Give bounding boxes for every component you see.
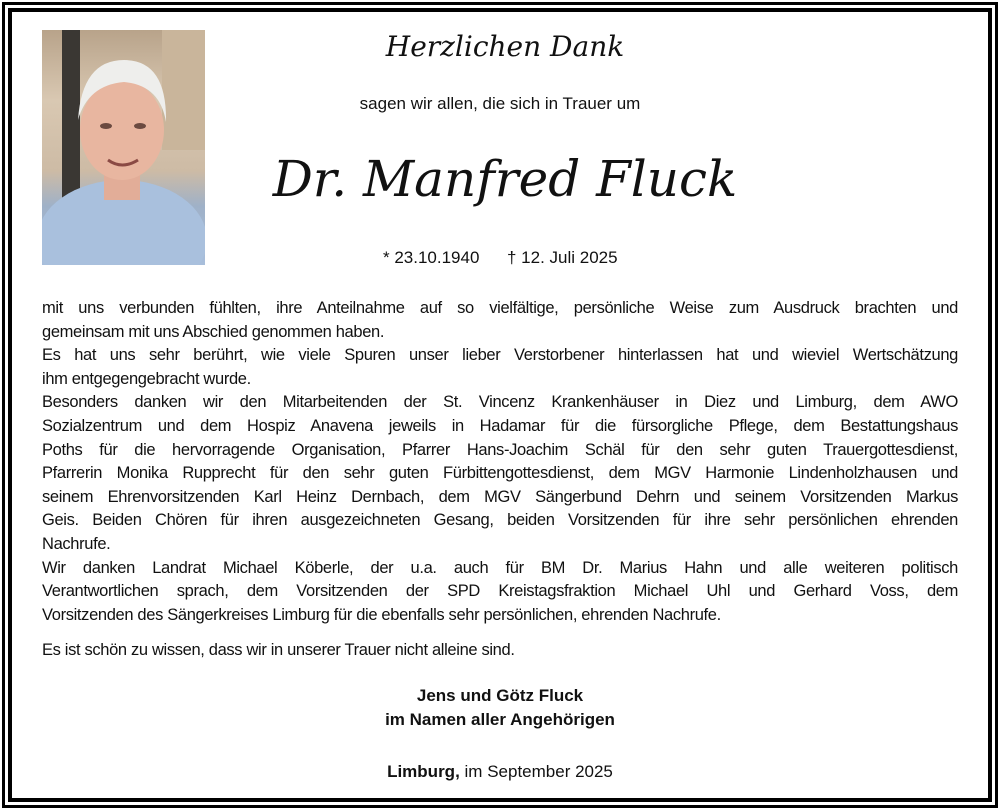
deceased-name: Dr. Manfred Fluck	[272, 150, 738, 208]
date: im September 2025	[464, 762, 613, 781]
text-line: Pfarrerin Monika Rupprecht für den sehr guten Fürbittengottesdienst, dem MGV Harmonie Lindenholzhausen und	[42, 464, 958, 483]
text-line: Nachrufe.	[42, 534, 111, 553]
text-line: Es hat uns sehr berührt, wie viele Spuren unser lieber Verstorbener hinterlassen hat und wieviel Wertschätzung	[42, 346, 958, 365]
text-line: Sozialzentrum und dem Hospiz Anavena jeweils in Hadamar für die fürsorgliche Pflege, dem Bestattungshaus	[42, 416, 958, 435]
text-line: Verantwortlichen sprach, dem Vorsitzenden der SPD Kreistagsfraktion Michael Uhl und Gerhard Voss, dem	[42, 582, 958, 601]
paragraph	[42, 557, 958, 628]
signature-family: im Namen aller Angehörigen	[385, 710, 615, 729]
place: Limburg,	[387, 762, 460, 781]
heading-title: Herzlichen Dank	[385, 30, 625, 63]
intro-text: sagen wir allen, die sich in Trauer um	[359, 94, 641, 113]
body-text	[42, 297, 958, 627]
portrait-illustration	[42, 30, 205, 265]
text-line: ihm entgegengebracht wurde.	[42, 369, 251, 388]
place-date	[0, 762, 1000, 782]
portrait-photo	[42, 30, 205, 265]
paragraph	[42, 391, 958, 556]
text-line: Vorsitzenden des Sängerkreises Limburg für die ebenfalls sehr persönlichen, ehrenden Nachrufe.	[42, 605, 721, 624]
signature-names: Jens und Götz Fluck	[416, 686, 584, 705]
text-line: Wir danken Landrat Michael Köberle, der u.a. auch für BM Dr. Marius Hahn und alle weiteren politisch	[42, 558, 958, 577]
birth-date: * 23.10.1940	[383, 248, 480, 267]
text-line: mit uns verbunden fühlten, ihre Anteilnahme auf so vielfältige, persönliche Weise zum Ausdruck brachten und	[42, 299, 958, 317]
paragraph	[42, 344, 958, 391]
closing-sentence: Es ist schön zu wissen, dass wir in unserer Trauer nicht alleine sind.	[42, 641, 515, 659]
text-line: Poths für die hervorragende Organisation, Pfarrer Hans-Joachim Schäl für den sehr guten Trauergottesdienst,	[42, 440, 958, 459]
text-line: gemeinsam mit uns Abschied genommen haben.	[42, 322, 385, 341]
text-line: Besonders danken wir den Mitarbeitenden der St. Vincenz Krankenhäuser in Diez und Limburg, dem AWO	[42, 393, 958, 412]
text-line: Geis. Beiden Chören für ihren ausgezeichneten Gesang, beiden Vorsitzenden für ihre sehr persönlichen ehrenden	[42, 511, 958, 530]
death-date: † 12. Juli 2025	[507, 248, 618, 267]
paragraph	[42, 297, 958, 344]
text-line: seinem Ehrenvorsitzenden Karl Heinz Dernbach, dem MGV Sängerbund Dehrn und seinem Vorsitzenden Markus	[42, 487, 958, 506]
